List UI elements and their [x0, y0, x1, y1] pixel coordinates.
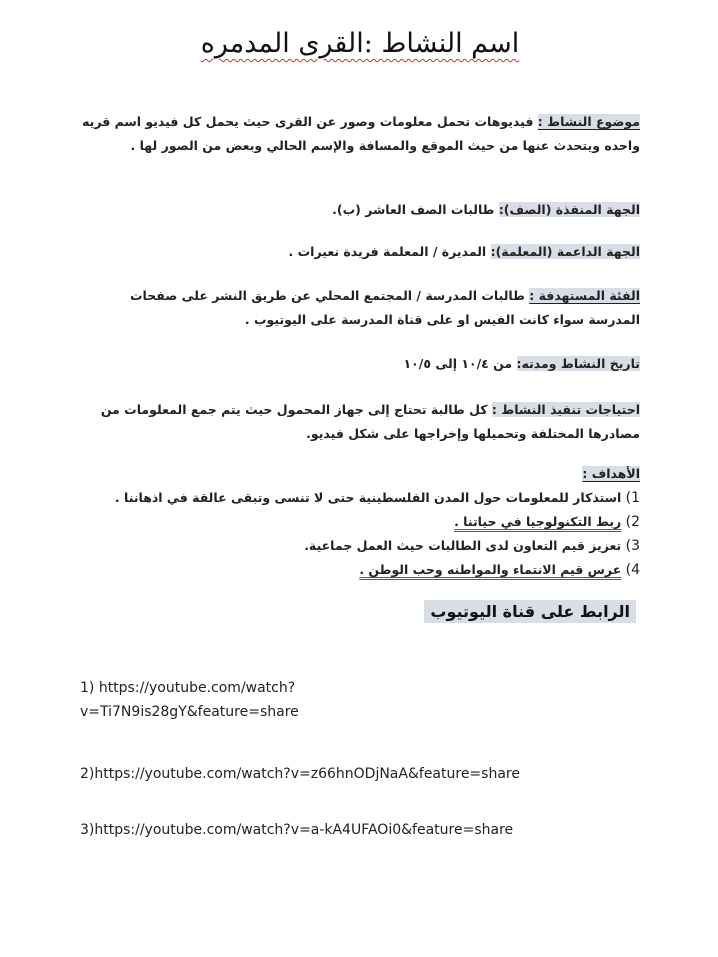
goals-label: الأهداف :: [582, 466, 640, 481]
topic-text: فيديوهات تحمل معلومات وصور عن القرى حيث يحمل كل فيديو اسم قريه واحده ويتحدث عنها من حيث الموقع والمسافة والإسم الحالي وبعض من الصور لها .: [82, 114, 640, 153]
needs-label: احتياجات تنفيذ النشاط :: [491, 402, 640, 417]
supporter-label: الجهة الداعمة (المعلمة):: [490, 244, 640, 259]
goal-item: 1) استذكار للمعلومات حول المدن الفلسطينية حتى لا تنسى وتبقى عالقة في اذهاننا .: [114, 490, 640, 506]
executor-label: الجهة المنفذة (الصف):: [498, 202, 640, 217]
date-label: تاريخ النشاط ومدته:: [516, 356, 640, 371]
executor-section: [80, 198, 640, 222]
supporter-section: [80, 240, 640, 264]
goals-section: [80, 462, 640, 582]
goals-list: [80, 486, 640, 582]
target-section: [80, 284, 640, 332]
supporter-text: المديرة / المعلمة فريدة نعيرات .: [288, 244, 487, 259]
youtube-link-2[interactable]: 2)https://youtube.com/watch?v=z66hnODjNaA&feature=share: [80, 766, 520, 782]
needs-text: كل طالبة تحتاج إلى جهاز المحمول حيث يتم جمع المعلومات من مصادرها المختلفة وتحميلها وإخراجها على شكل فيديو.: [100, 402, 640, 441]
page-title-text: اسم النشاط :القرى المدمره: [200, 28, 520, 59]
page-title: [150, 28, 570, 59]
executor-text: طالبات الصف العاشر (ب).: [332, 202, 495, 217]
target-text: طالبات المدرسة / المجتمع المحلي عن طريق النشر على صفحات المدرسة سواء كانت الفيس او على قناة المدرسة على اليوتيوب .: [129, 288, 640, 327]
date-text: من ١٠/٤ إلى ١٠/٥: [403, 356, 513, 371]
topic-label: موضوع النشاط :: [537, 114, 640, 129]
topic-section: [80, 110, 640, 158]
youtube-heading: الرابط على قناة اليوتيوب: [424, 600, 636, 623]
youtube-link-3[interactable]: 3)https://youtube.com/watch?v=a-kA4UFAOi0&feature=share: [80, 822, 514, 838]
goal-item: 4) عرس قيم الانتماء والمواطنه وحب الوطن .: [359, 562, 640, 578]
goal-item: 3) تعزيز قيم التعاون لدى الطالبات حيث العمل جماعية.: [304, 538, 640, 554]
date-section: [80, 352, 640, 376]
goal-item: 2) ربط التكنولوجيا في حياتنا .: [454, 514, 640, 530]
target-label: الفئة المستهدفة :: [529, 288, 640, 303]
youtube-link-1[interactable]: 1) https://youtube.com/watch? v=Ti7N9is28gY&feature=share: [80, 680, 299, 720]
needs-section: [80, 398, 640, 446]
